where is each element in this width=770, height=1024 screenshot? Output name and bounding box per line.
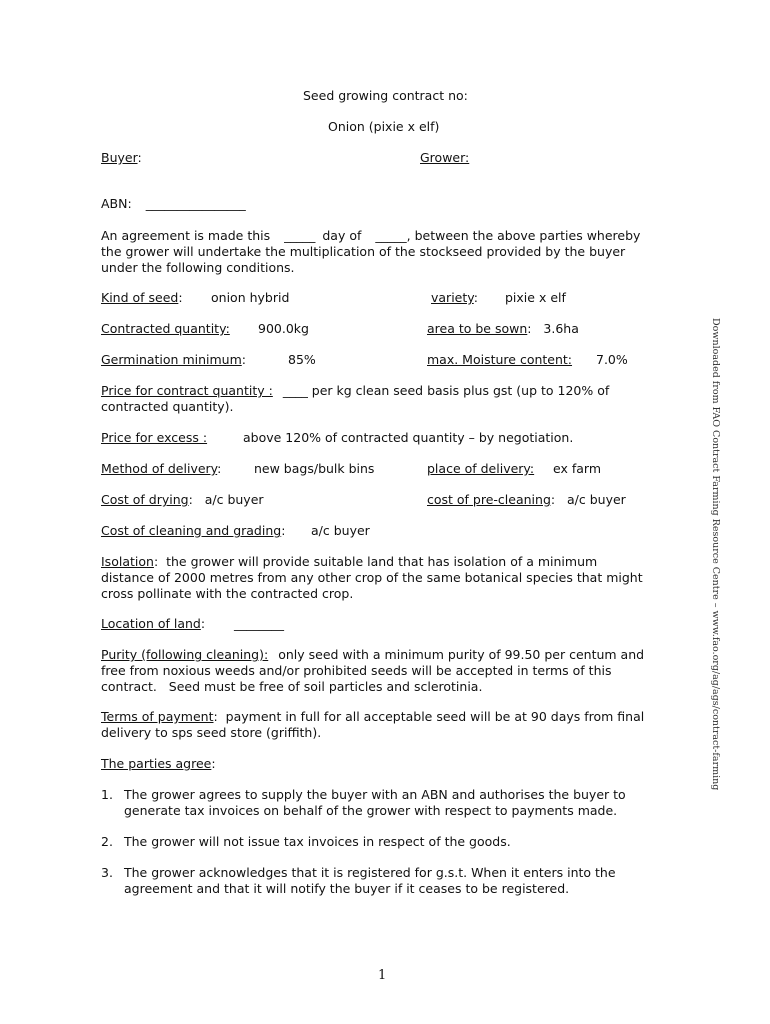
kind-of-seed-colon: : [178, 290, 183, 305]
germination-colon: : [241, 352, 246, 367]
kind-of-seed-field [101, 290, 183, 306]
germination-value: 85% [288, 352, 316, 367]
clause-line: agreement and that it will notify the buyer if it ceases to be registered. [124, 881, 570, 896]
kind-of-seed-label: Kind of seed [101, 290, 179, 305]
buyer-label: Buyer [101, 150, 138, 165]
buyer-field [101, 150, 142, 166]
parties-agree-label: The parties agree [101, 756, 212, 771]
location-of-land-colon: : [200, 616, 206, 631]
price-excess-label: Price for excess : [101, 430, 208, 445]
page-number: 1 [378, 968, 387, 983]
abn-label: ABN: [101, 196, 132, 211]
price-contract-line-1 [101, 383, 676, 399]
germination-field [101, 352, 246, 368]
kind-of-seed-value: onion hybrid [211, 290, 290, 305]
clause-text [124, 787, 676, 819]
clause-text [124, 834, 676, 850]
abn-blank: ________________ [145, 196, 246, 211]
variety-colon: : [473, 290, 478, 305]
isolation-line-2: distance of 2000 metres from any other crop of the same botanical species that might [101, 570, 643, 585]
purity-label: Purity (following cleaning): [101, 647, 269, 662]
cost-of-drying-field [101, 492, 264, 508]
purity-line-2: free from noxious weeds and/or prohibited seeds will be accepted in terms of this [101, 663, 612, 678]
agreement-line-3: under the following conditions. [101, 260, 295, 275]
area-to-be-sown-value: : 3.6ha [527, 321, 579, 336]
variety-value: pixie x elf [505, 290, 566, 305]
agreement-blank-day: _____ [284, 228, 316, 243]
clause-text [124, 865, 676, 897]
cost-of-cleaning-field [101, 523, 285, 539]
purity-line-1 [101, 647, 676, 663]
agreement-line-2: the grower will undertake the multiplication of the stockseed provided by the buyer [101, 244, 626, 259]
payment-text-1: : payment in full for all acceptable seed will be at 90 days from final [213, 709, 645, 724]
price-contract-text: per kg clean seed basis plus gst (up to 120% of [311, 383, 610, 398]
grower-label: Grower: [420, 150, 470, 165]
buyer-colon: : [137, 150, 142, 165]
isolation-paragraph [101, 554, 676, 602]
contract-title: Seed growing contract no: [303, 88, 468, 103]
location-of-land-blank: ________ [234, 616, 284, 631]
clause-number: 1. [101, 787, 113, 802]
agreement-line-1 [101, 228, 676, 244]
cost-of-drying-label: Cost of drying [101, 492, 189, 507]
purity-text-1: only seed with a minimum purity of 99.50 per centum and [278, 647, 645, 662]
agreement-text-2: day of [322, 228, 362, 243]
cost-of-precleaning-field [427, 492, 626, 508]
location-of-land-field [101, 616, 205, 632]
moisture-label: max. Moisture content: [427, 352, 573, 367]
agreement-text-1: An agreement is made this [101, 228, 271, 243]
price-contract-label: Price for contract quantity : [101, 383, 273, 398]
isolation-text-1: : the grower will provide suitable land that has isolation of a minimum [153, 554, 598, 569]
area-to-be-sown-field [427, 321, 579, 337]
price-excess-value: above 120% of contracted quantity – by negotiation. [243, 430, 574, 445]
method-of-delivery-label: Method of delivery [101, 461, 218, 476]
clause-number: 2. [101, 834, 113, 849]
payment-line-2: delivery to sps seed store (griffith). [101, 725, 322, 740]
abn-field [101, 196, 246, 212]
payment-paragraph [101, 709, 676, 741]
isolation-line-3: cross pollinate with the contracted crop. [101, 586, 354, 601]
price-contract-line-2: contracted quantity). [101, 399, 234, 414]
isolation-label: Isolation [101, 554, 154, 569]
agreement-blank-month: _____, [375, 228, 411, 243]
cost-of-precleaning-label: cost of pre-cleaning [427, 492, 551, 507]
variety-label: variety [431, 290, 474, 305]
payment-label: Terms of payment [101, 709, 214, 724]
place-of-delivery-value: ex farm [553, 461, 601, 476]
cost-of-cleaning-value: a/c buyer [311, 523, 370, 538]
contracted-quantity-value: 900.0kg [258, 321, 309, 336]
cost-of-precleaning-value: : a/c buyer [550, 492, 626, 507]
clause-line: The grower agrees to supply the buyer with an ABN and authorises the buyer to [124, 787, 626, 802]
variety-field [431, 290, 478, 306]
contracted-quantity-label: Contracted quantity: [101, 321, 230, 336]
payment-line-1 [101, 709, 676, 725]
location-of-land-label: Location of land [101, 616, 201, 631]
germination-label: Germination minimum [101, 352, 242, 367]
method-of-delivery-value: new bags/bulk bins [254, 461, 375, 476]
area-to-be-sown-label: area to be sown [427, 321, 528, 336]
purity-paragraph [101, 647, 676, 695]
parties-agree-colon: : [211, 756, 216, 771]
place-of-delivery-label: place of delivery: [427, 461, 535, 476]
download-source-note: Downloaded from FAO Contract Farming Resource Centre – www.fao.org/ag/ags/contract-farming [710, 318, 721, 791]
clause-line: The grower will not issue tax invoices in respect of the goods. [124, 834, 511, 849]
isolation-line-1 [101, 554, 676, 570]
clause-line: generate tax invoices on behalf of the grower with respect to payments made. [124, 803, 618, 818]
cost-of-cleaning-colon: : [281, 523, 286, 538]
method-of-delivery-colon: : [217, 461, 222, 476]
method-of-delivery-field [101, 461, 221, 477]
agreement-paragraph [101, 228, 676, 276]
cost-of-cleaning-label: Cost of cleaning and grading [101, 523, 282, 538]
agreement-text-3: between the above parties whereby [414, 228, 641, 243]
clause-line: The grower acknowledges that it is registered for g.s.t. When it enters into the [124, 865, 616, 880]
cost-of-drying-value: : a/c buyer [188, 492, 264, 507]
purity-line-3: contract. Seed must be free of soil particles and sclerotinia. [101, 679, 483, 694]
price-contract-blank: ____ [282, 383, 308, 398]
contract-subtitle: Onion (pixie x elf) [328, 119, 440, 134]
parties-agree-heading [101, 756, 216, 772]
clause-number: 3. [101, 865, 113, 880]
moisture-value: 7.0% [596, 352, 628, 367]
price-contract-paragraph [101, 383, 676, 415]
